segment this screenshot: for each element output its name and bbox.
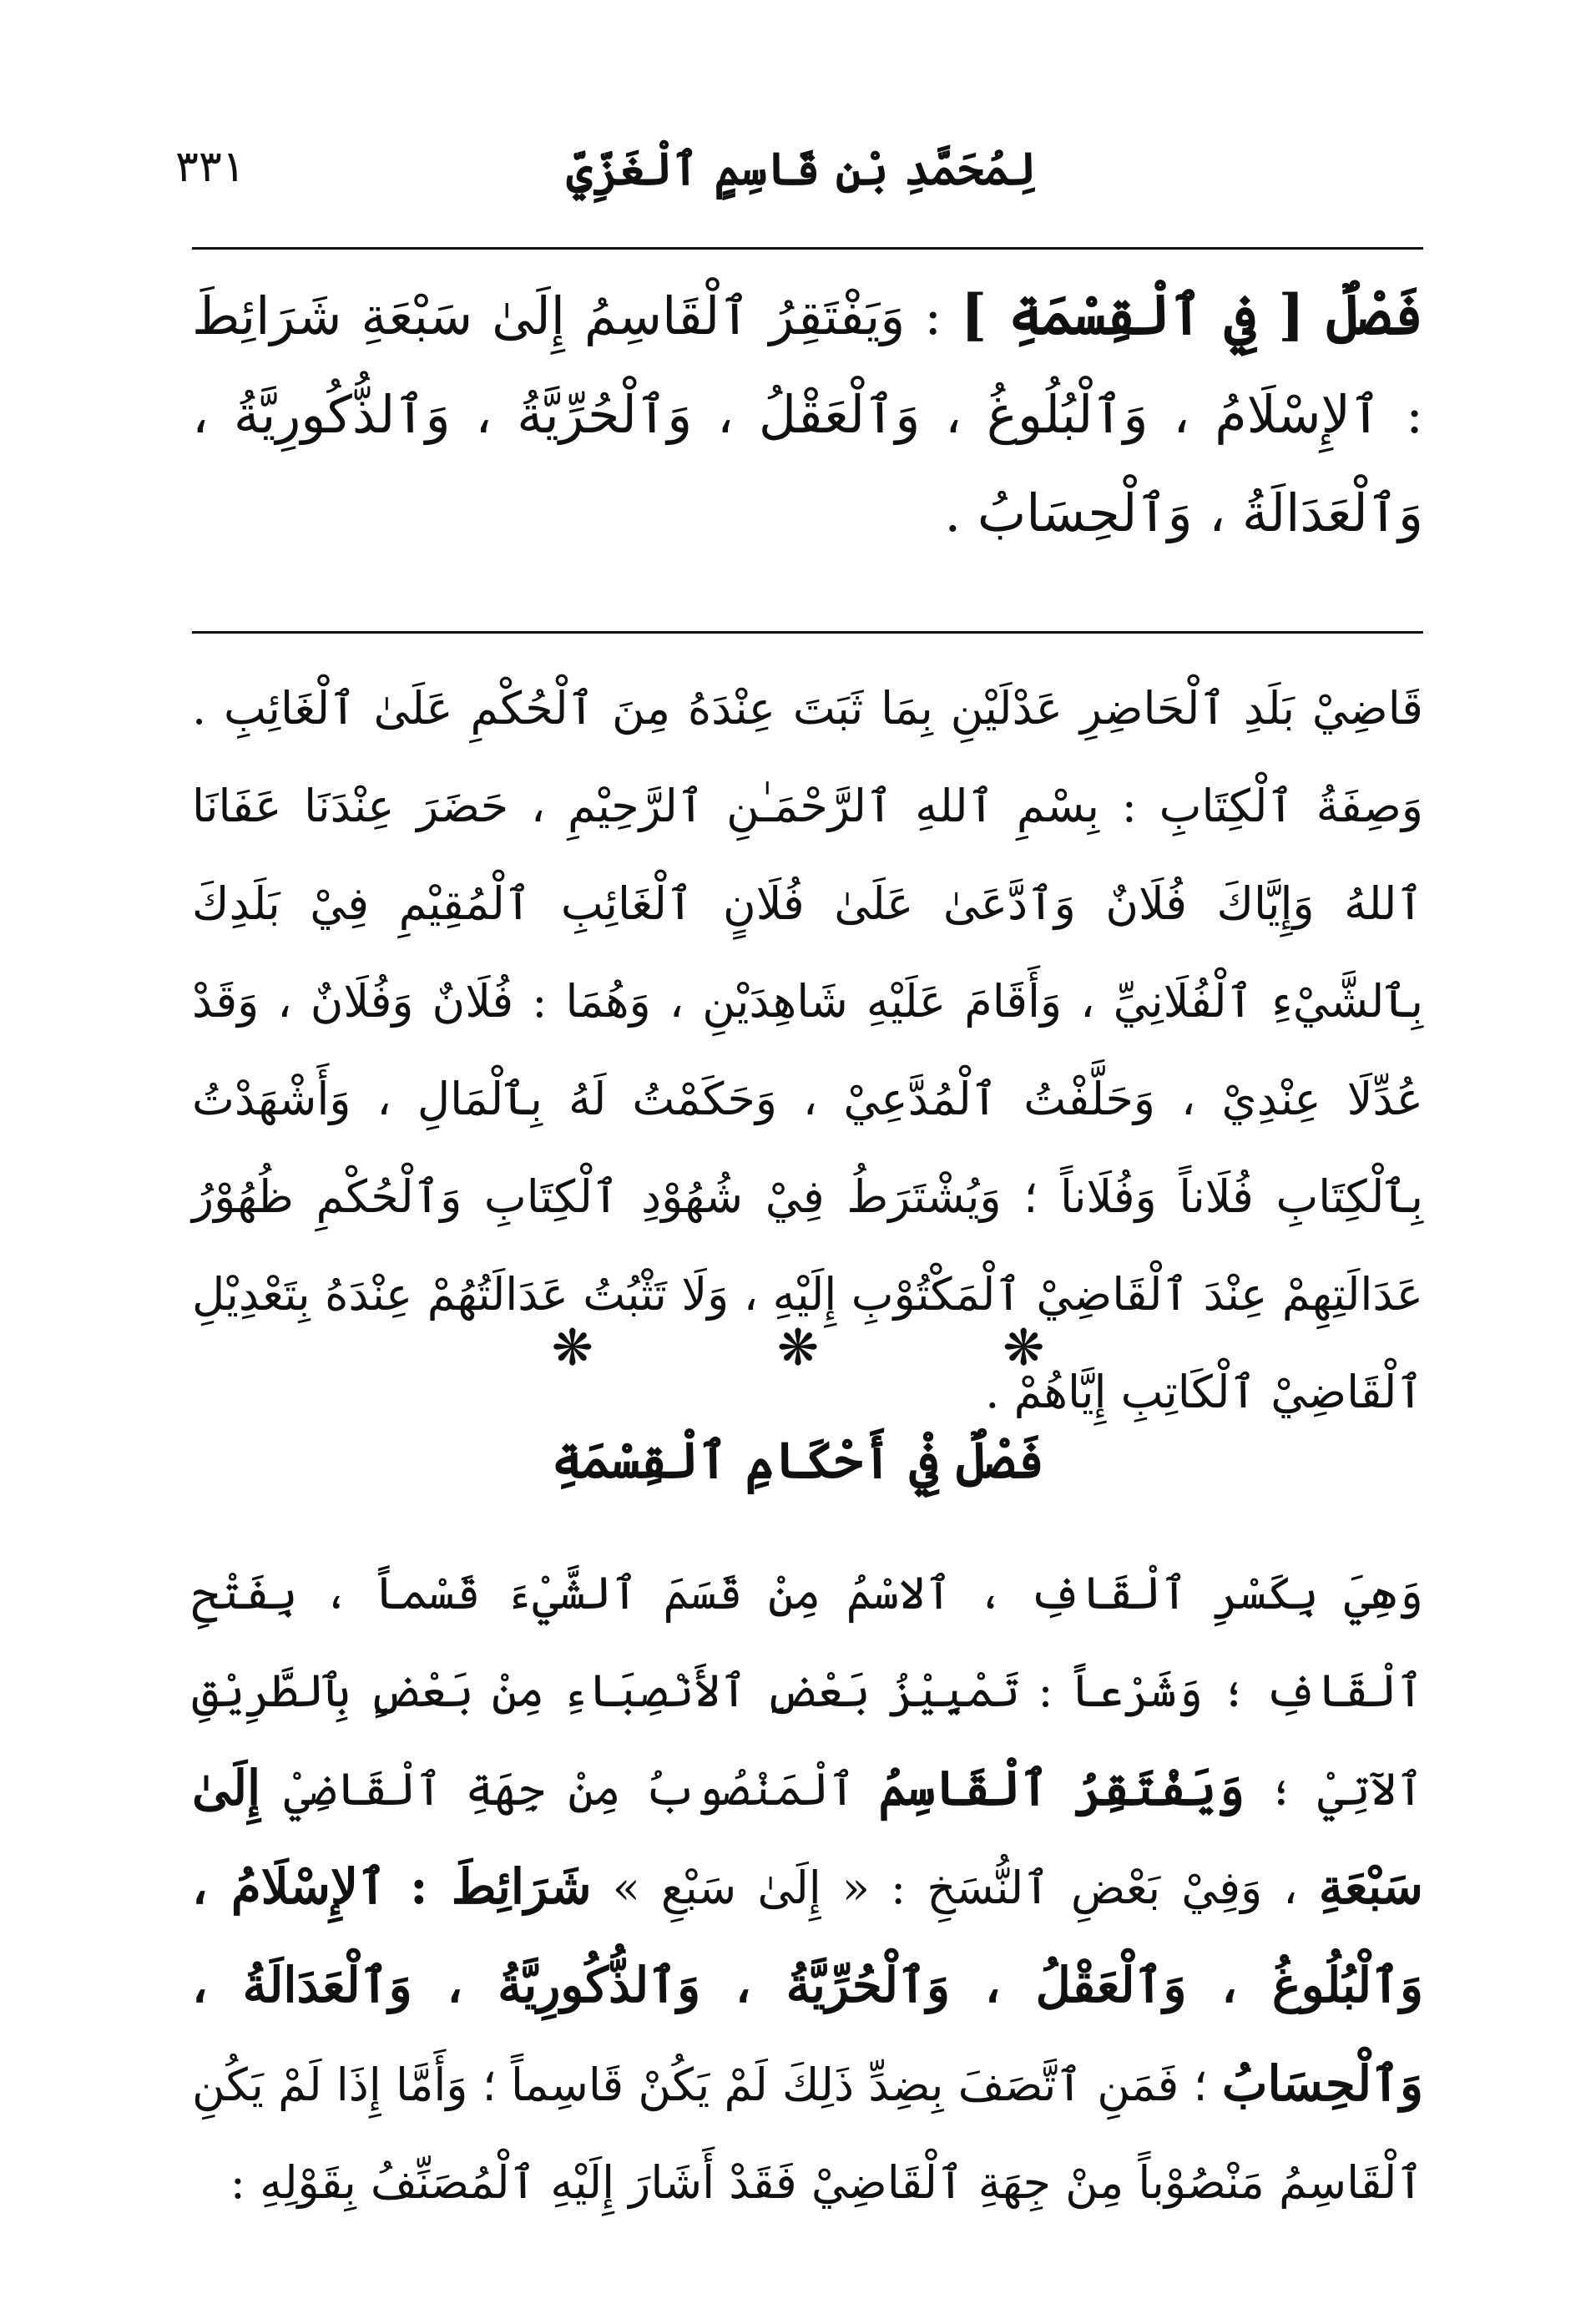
- page-header: [175, 134, 1427, 234]
- matn-quote: إِلَىٰ سَبْعَةِ: [192, 1760, 1423, 1915]
- page-number: ٣٣١: [175, 142, 245, 192]
- matn-separator-rule: [192, 631, 1423, 634]
- commentary-text: ٱلْمَنْصُوبُ مِنْ جِهَةِ ٱلْقَاضِيْ: [260, 1763, 879, 1816]
- matn-chapter-heading: فَصْلٌ [ فِي ٱلْقِسْمَةِ ]: [961, 282, 1423, 347]
- header-rule: [192, 247, 1423, 250]
- matn-quote: وَيَفْتَقِرُ ٱلْقَاسِمُ: [878, 1760, 1245, 1816]
- matn-body: : وَيَفْتَقِرُ ٱلْقَاسِمُ إِلَىٰ سَبْعَةِ شَرَائِطَ : ٱلإِسْلَامُ ، وَٱلْبُلُوغُ ، وَٱلْعَقْلُ ، وَٱلْحُرِّيَّةُ ، وَٱلذُّكُورِيَّةُ ، وَٱلْعَدَالَةُ ، وَٱلْحِسَابُ .: [192, 285, 1423, 543]
- matn-quote: شَرَائِطَ : ٱلإِسْلَامُ ، وَٱلْبُلُوغُ ، وَٱلْعَقْلُ ، وَٱلْحُرِّيَّةُ ، وَٱلذُّكُورِيَّةُ ، وَٱلْعَدَالَةُ ، وَٱلْحِسَابُ: [192, 1858, 1423, 2112]
- matn-text: [192, 265, 1423, 563]
- commentary-paragraph-1: قَاضِيْ بَلَدِ ٱلْحَاضِرِ عَدْلَيْنِ بِمَا ثَبَتَ عِنْدَهُ مِنَ ٱلْحُكْمِ عَلَىٰ ٱلْغَائِبِ . وَصِفَةُ ٱلْكِتَابِ : بِسْمِ ٱللهِ ٱلرَّحْمَـٰنِ ٱلرَّحِيْمِ ، حَضَرَ عِنْدَنَا عَفَانَا ٱللهُ وَإِيَّاكَ فُلَانٌ وَٱدَّعَىٰ عَلَىٰ فُلَانٍ ٱلْغَائِبِ ٱلْمُقِيْمِ فِيْ بَلَدِكَ بِٱلشَّيْءِ ٱلْفُلَانِيِّ ، وَأَقَامَ عَلَيْهِ شَاهِدَيْنِ ، وَهُمَا : فُلَانٌ وَفُلَانٌ ، وَقَدْ عُدِّلَا عِنْدِيْ ، وَحَلَّفْتُ ٱلْمُدَّعِيْ ، وَحَكَمْتُ لَهُ بِٱلْمَالِ ، وَأَشْهَدْتُ بِٱلْكِتَابِ فُلَاناً وَفُلَاناً ؛ وَيُشْتَرَطُ فِيْ شُهُوْدِ ٱلْكِتَابِ وَٱلْحُكْمِ ظُهُوْرُ عَدَالَتِهِمْ عِنْدَ ٱلْقَاضِيْ ٱلْمَكْتُوْبِ إِلَيْهِ ، وَلَا تَثْبُتُ عَدَالَتُهُمْ عِنْدَهُ بِتَعْدِيْلِ ٱلْقَاضِيْ ٱلْكَاتِبِ إِيَّاهُمْ .: [192, 682, 1423, 1418]
- commentary-text: ؛ فَمَنِ ٱتَّصَفَ بِضِدِّ ذَلِكَ لَمْ يَكُنْ قَاسِماً ؛ وَأَمَّا إِذَا لَمْ يَكُنِ ٱلْقَاسِمُ مَنْصُوْباً مِنْ جِهَةِ ٱلْقَاضِيْ فَقَدْ أَشَارَ إِلَيْهِ ٱلْمُصَنِّفُ بِقَوْلِهِ :: [192, 2059, 1423, 2209]
- asterisk-ornament: ❋: [551, 1319, 593, 1377]
- section-separator: [0, 1319, 1596, 1377]
- asterisk-ornament: ❋: [776, 1319, 820, 1377]
- running-title: لِمُحَمَّدِ بْنِ قَاسِمٍ ٱلْغَزِّيِّ: [566, 142, 1037, 195]
- commentary-text: ، وَفِيْ بَعْضِ ٱلنُّسَخِ : « إِلَىٰ سَبْعِ »: [591, 1862, 1319, 1914]
- commentary-paragraph-2: [192, 1544, 1423, 2231]
- asterisk-ornament: ❋: [1003, 1319, 1045, 1377]
- section-title: فَصْلٌ فِيْ أَحْكَامِ ٱلْقِسْمَةِ: [551, 1432, 1044, 1490]
- commentary-text: وَهِيَ بِكَسْرِ ٱلْقَافِ ، ٱلاسْمُ مِنْ قَسَمَ ٱلشَّيْءَ قَسْماً ، بِفَتْحِ ٱلْقَافِ ؛ وَشَرْعاً : تَمْيِيْزُ بَعْضِ ٱلأَنْصِبَاءِ مِنْ بَعْضٍ بِٱلطَّرِيْقِ ٱلآتِيْ ؛: [192, 1567, 1423, 1816]
